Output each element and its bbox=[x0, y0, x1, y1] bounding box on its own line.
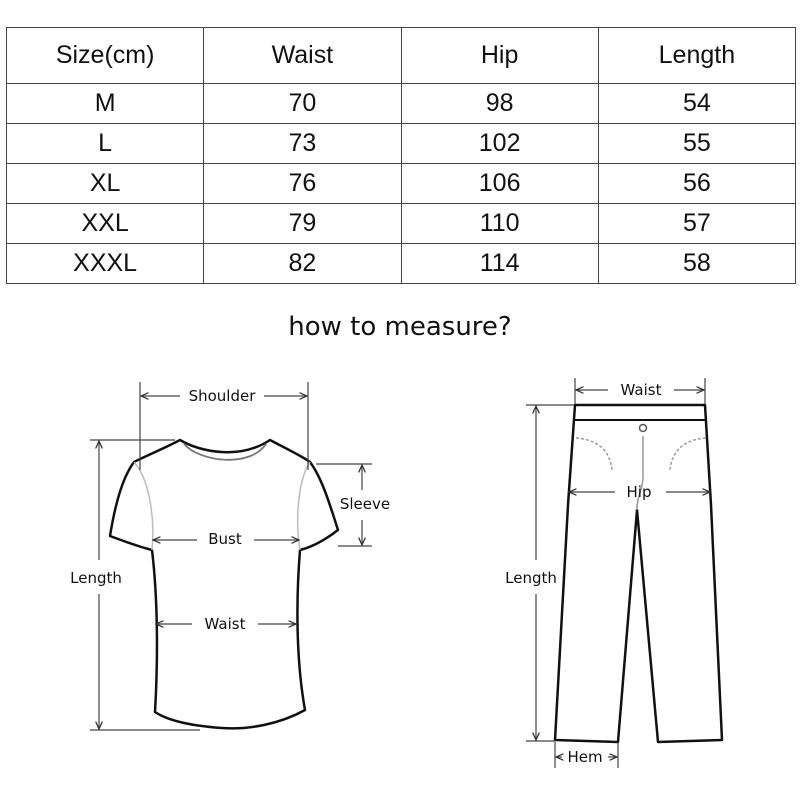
pants-left-pocket bbox=[576, 438, 612, 470]
cell-size: M bbox=[7, 84, 204, 124]
pants-waist-label: Waist bbox=[620, 381, 662, 399]
header-waist: Waist bbox=[204, 28, 401, 84]
cell-hip: 106 bbox=[401, 164, 598, 204]
hem-label: Hem bbox=[567, 748, 603, 766]
cell-size: XXXL bbox=[7, 244, 204, 284]
cell-length: 57 bbox=[598, 204, 795, 244]
pants-right-pocket bbox=[670, 438, 706, 470]
hip-measure bbox=[569, 483, 710, 501]
header-size: Size(cm) bbox=[7, 28, 204, 84]
pants-waist-measure bbox=[575, 378, 705, 404]
pants-illustration bbox=[555, 405, 722, 742]
tshirt-outline bbox=[110, 440, 338, 728]
cell-waist: 82 bbox=[204, 244, 401, 284]
cell-size: XXL bbox=[7, 204, 204, 244]
hem-measure bbox=[555, 742, 618, 768]
shoulder-measure bbox=[140, 382, 308, 470]
cell-hip: 98 bbox=[401, 84, 598, 124]
pants-length-label: Length bbox=[505, 569, 557, 587]
tshirt-right-sleeve-seam bbox=[298, 462, 310, 550]
cell-waist: 79 bbox=[204, 204, 401, 244]
bust-label: Bust bbox=[208, 530, 242, 548]
cell-length: 54 bbox=[598, 84, 795, 124]
pants-outline bbox=[555, 405, 722, 742]
cell-hip: 102 bbox=[401, 124, 598, 164]
cell-size: XL bbox=[7, 164, 204, 204]
cell-waist: 73 bbox=[204, 124, 401, 164]
tshirt-illustration bbox=[110, 440, 338, 728]
cell-hip: 114 bbox=[401, 244, 598, 284]
shoulder-label: Shoulder bbox=[188, 387, 256, 405]
pants-button bbox=[640, 425, 647, 432]
cell-size: L bbox=[7, 124, 204, 164]
cell-length: 55 bbox=[598, 124, 795, 164]
sleeve-label: Sleeve bbox=[339, 495, 391, 513]
tshirt-left-sleeve-seam bbox=[134, 462, 153, 550]
cell-length: 58 bbox=[598, 244, 795, 284]
cell-waist: 76 bbox=[204, 164, 401, 204]
hip-label: Hip bbox=[626, 483, 652, 501]
cell-hip: 110 bbox=[401, 204, 598, 244]
header-hip: Hip bbox=[401, 28, 598, 84]
tshirt-length-measure bbox=[70, 440, 200, 730]
sleeve-measure bbox=[316, 464, 390, 546]
tshirt-length-label: Length bbox=[70, 569, 122, 587]
cell-length: 56 bbox=[598, 164, 795, 204]
bust-measure bbox=[153, 530, 299, 548]
cell-waist: 70 bbox=[204, 84, 401, 124]
header-length: Length bbox=[598, 28, 795, 84]
tshirt-waist-measure bbox=[156, 615, 296, 633]
how-to-measure-heading: how to measure? bbox=[288, 312, 512, 342]
tshirt-waist-label: Waist bbox=[204, 615, 246, 633]
